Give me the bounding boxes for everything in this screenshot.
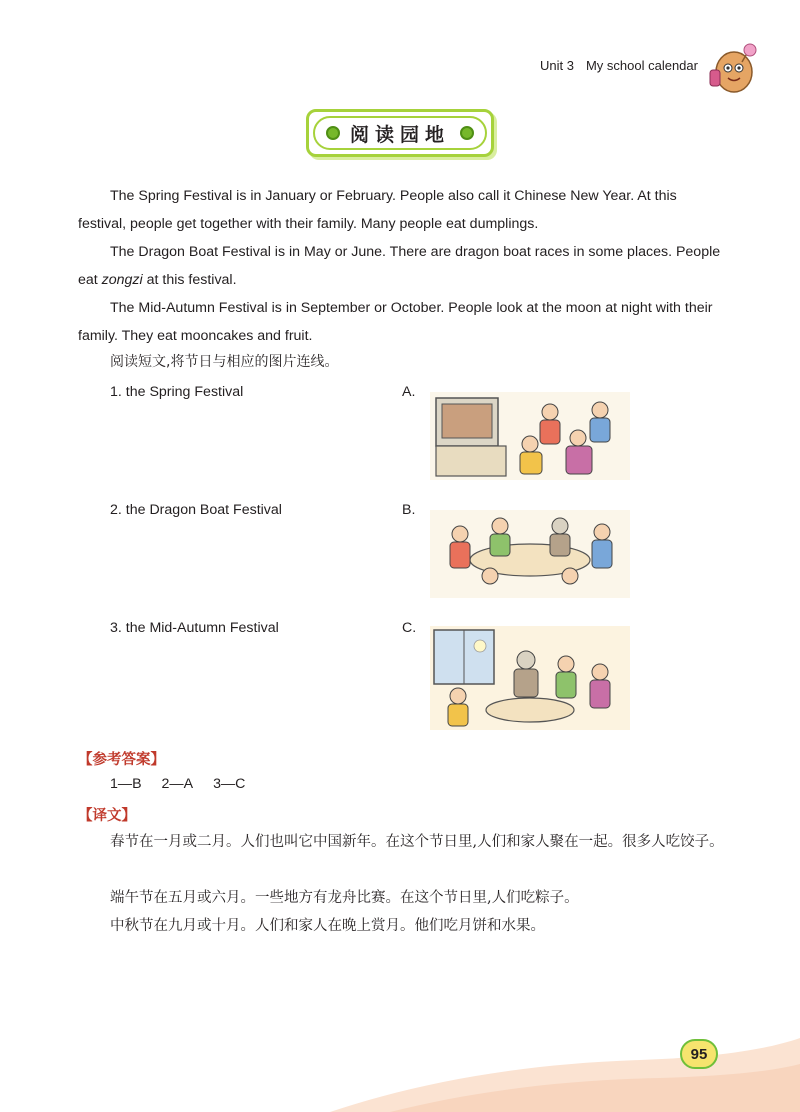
passage-paragraph-1: The Spring Festival is in January or February. People also call it Chinese New Year. At this festival, people get together with their family. Many people eat dumplings.: [78, 188, 677, 232]
answer-3: 3—C: [213, 776, 246, 792]
banner-dot-icon: [326, 126, 340, 140]
instruction-text: 阅读短文,将节日与相应的图片连线。: [110, 354, 339, 370]
translation-title: 【译文】: [78, 808, 136, 824]
answer-2: 2—A: [161, 776, 194, 792]
match-item-2: 2. the Dragon Boat Festival: [110, 502, 282, 518]
footer-wave-decoration: [0, 1012, 800, 1112]
translation-paragraph-3: 中秋节在九月或十月。人们和家人在晚上赏月。他们吃月饼和水果。: [110, 918, 545, 934]
translation-paragraph-1: 春节在一月或二月。人们也叫它中国新年。在这个节日里,人们和家人聚在一起。很多人吃饺子。: [110, 834, 724, 850]
picture-b-family-dinner: [430, 510, 630, 598]
match-letter-b: B.: [402, 502, 416, 518]
answer-1: 1—B: [110, 776, 142, 792]
answer-key: [110, 776, 265, 792]
passage-paragraph-2: The Dragon Boat Festival is in May or June. There are dragon boat races in some places. People eat zongzi at this festival.: [78, 244, 721, 288]
passage-paragraph-3: The Mid-Autumn Festival is in September or October. People look at the moon at night with their family. They eat mooncakes and fruit.: [78, 300, 713, 344]
picture-c-moon-watching: [430, 626, 630, 730]
header-unit: Unit 3: [540, 58, 574, 73]
banner-dot-icon: [460, 126, 474, 140]
match-item-3: 3. the Mid-Autumn Festival: [110, 620, 279, 636]
italic-word: zongzi: [101, 272, 143, 288]
match-letter-c: C.: [402, 620, 417, 636]
match-item-1: 1. the Spring Festival: [110, 384, 244, 400]
header-title: My school calendar: [585, 58, 698, 73]
section-banner: [306, 109, 494, 157]
translation-paragraph-2: 端午节在五月或六月。一些地方有龙舟比赛。在这个节日里,人们吃粽子。: [110, 890, 579, 906]
match-letter-a: A.: [402, 384, 416, 400]
running-header: [540, 58, 698, 73]
answer-key-title: 【参考答案】: [78, 752, 165, 768]
banner-title: 阅读园地: [349, 123, 450, 146]
picture-a-family-tv: [430, 392, 630, 480]
mascot-illustration: [706, 40, 762, 96]
page-number: 95: [680, 1039, 718, 1069]
